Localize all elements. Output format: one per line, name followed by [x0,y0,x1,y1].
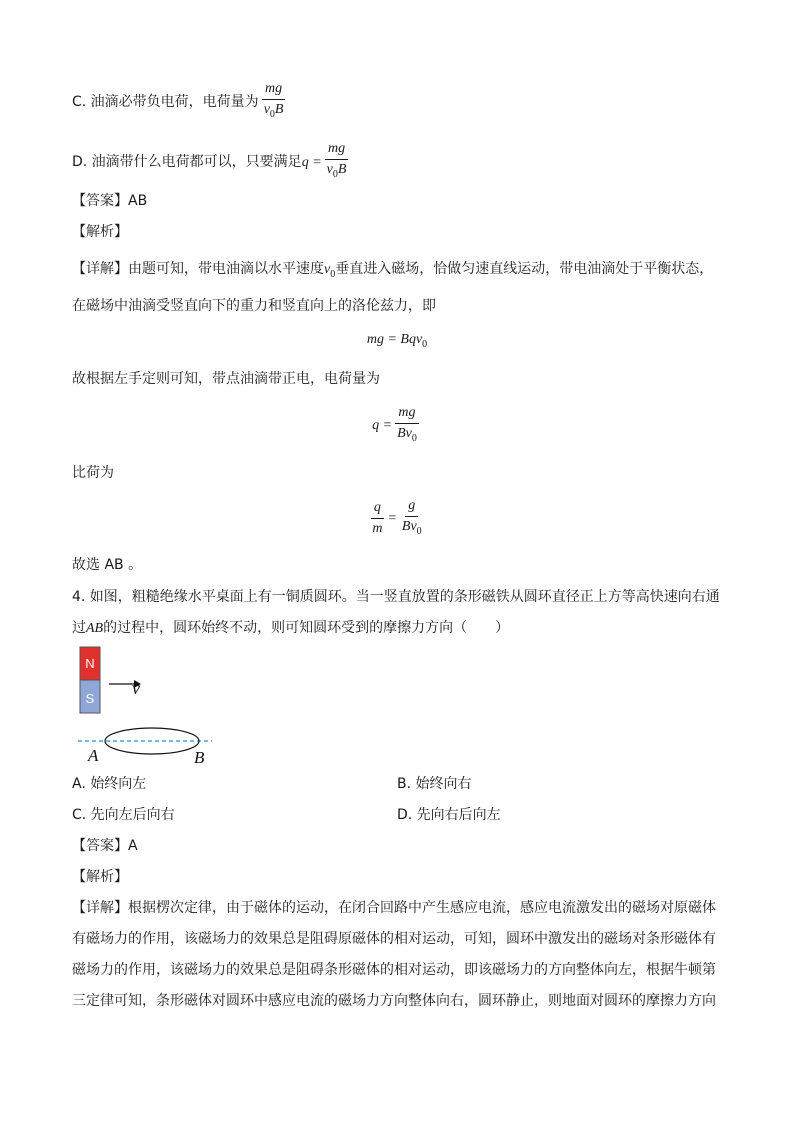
q3-answer [72,191,147,211]
q3-detail-line-4: 比荷为 [72,465,114,481]
q3-detail-line-3: 故根据左手定则可知，带点油滴带正电，电荷量为 [72,371,380,387]
q4-option-b: B. 始终向右 [397,776,472,792]
option-c-text: C. 油滴必带负电荷，电荷量为 [72,93,259,110]
equation-1: mg = Bqv$_0$ [366,332,428,350]
fraction-numerator: mg [262,80,285,100]
q3-analysis-label: 【解析】 [72,224,128,240]
fraction-denominator: $v_0B$ [263,102,284,120]
magnet-ring-figure [72,643,232,768]
answer-label: 【答案】 [72,838,128,854]
q4-option-d: D. 先向右后向左 [397,807,501,823]
equation-2: q = $\frac{mg}{Bv_0}$ [372,405,417,444]
option-d-text: D. 油滴带什么电荷都可以，只要满足 [72,153,302,170]
q4-answer [72,836,138,856]
q4-option-c: C. 先向左后向右 [72,807,175,823]
fraction-denominator: $v_0B$ [326,162,347,180]
answer-value: AB [128,193,148,209]
answer-label: 【答案】 [72,193,128,209]
q4-detail-line-3: 磁场力的作用，该磁场力的效果总是阻碍条形磁体的相对运动，即该磁场力的方向整体向左，根据牛顿第 [72,962,716,978]
q4-stem-line-1: 4. 如图，粗糙绝缘水平桌面上有一铜质圆环。当一竖直放置的条形磁铁从圆环直径正上方等高快速向右通 [72,589,720,605]
answer-value: A [128,838,138,854]
q4-detail-line-1: 【详解】根据楞次定律，由于磁体的运动，在闭合回路中产生感应电流，感应电流激发出的磁场对原磁体 [72,900,716,916]
q4-analysis-label: 【解析】 [72,869,128,885]
q3-conclusion: 故选 AB 。 [72,557,143,573]
q4-detail-line-4: 三定律可知，条形磁体对圆环中感应电流的磁场力方向整体向右，圆环静止，则地面对圆环的摩擦力方向 [72,993,716,1009]
option-d-fraction [324,140,350,184]
q3-detail-line-2: 在磁场中油滴受竖直向下的重力和竖直向上的洛伦兹力，即 [72,298,436,314]
magnet-n-label: N [85,656,95,671]
option-c [72,80,288,124]
point-a-label: A [88,746,99,765]
q4-stem-line-2: 过AB的过程中，圆环始终不动，则可知圆环受到的摩擦力方向（ ） [72,620,510,636]
option-d-lhs: q = [301,154,322,170]
q4-option-a: A. 始终向左 [72,776,147,792]
equation-3: $\frac{q}{m}$ = $\frac{g}{Bv_0}$ [372,498,422,537]
option-d [72,140,351,184]
velocity-label: v [132,678,140,698]
q4-detail-line-2: 有磁场力的作用，该磁场力的效果总是阻碍原磁体的相对运动，可知，圆环中激发出的磁场对条形磁体有 [72,931,716,947]
magnet-s-label: S [85,691,95,706]
fraction-numerator: mg [325,140,348,160]
point-b-label: B [194,748,205,767]
option-c-fraction [261,80,287,124]
q3-detail-line-1: 【详解】由题可知，带电油滴以水平速度$v_0$垂直进入磁场，恰做匀速直线运动，带电油滴处于平衡状态， [72,261,714,280]
